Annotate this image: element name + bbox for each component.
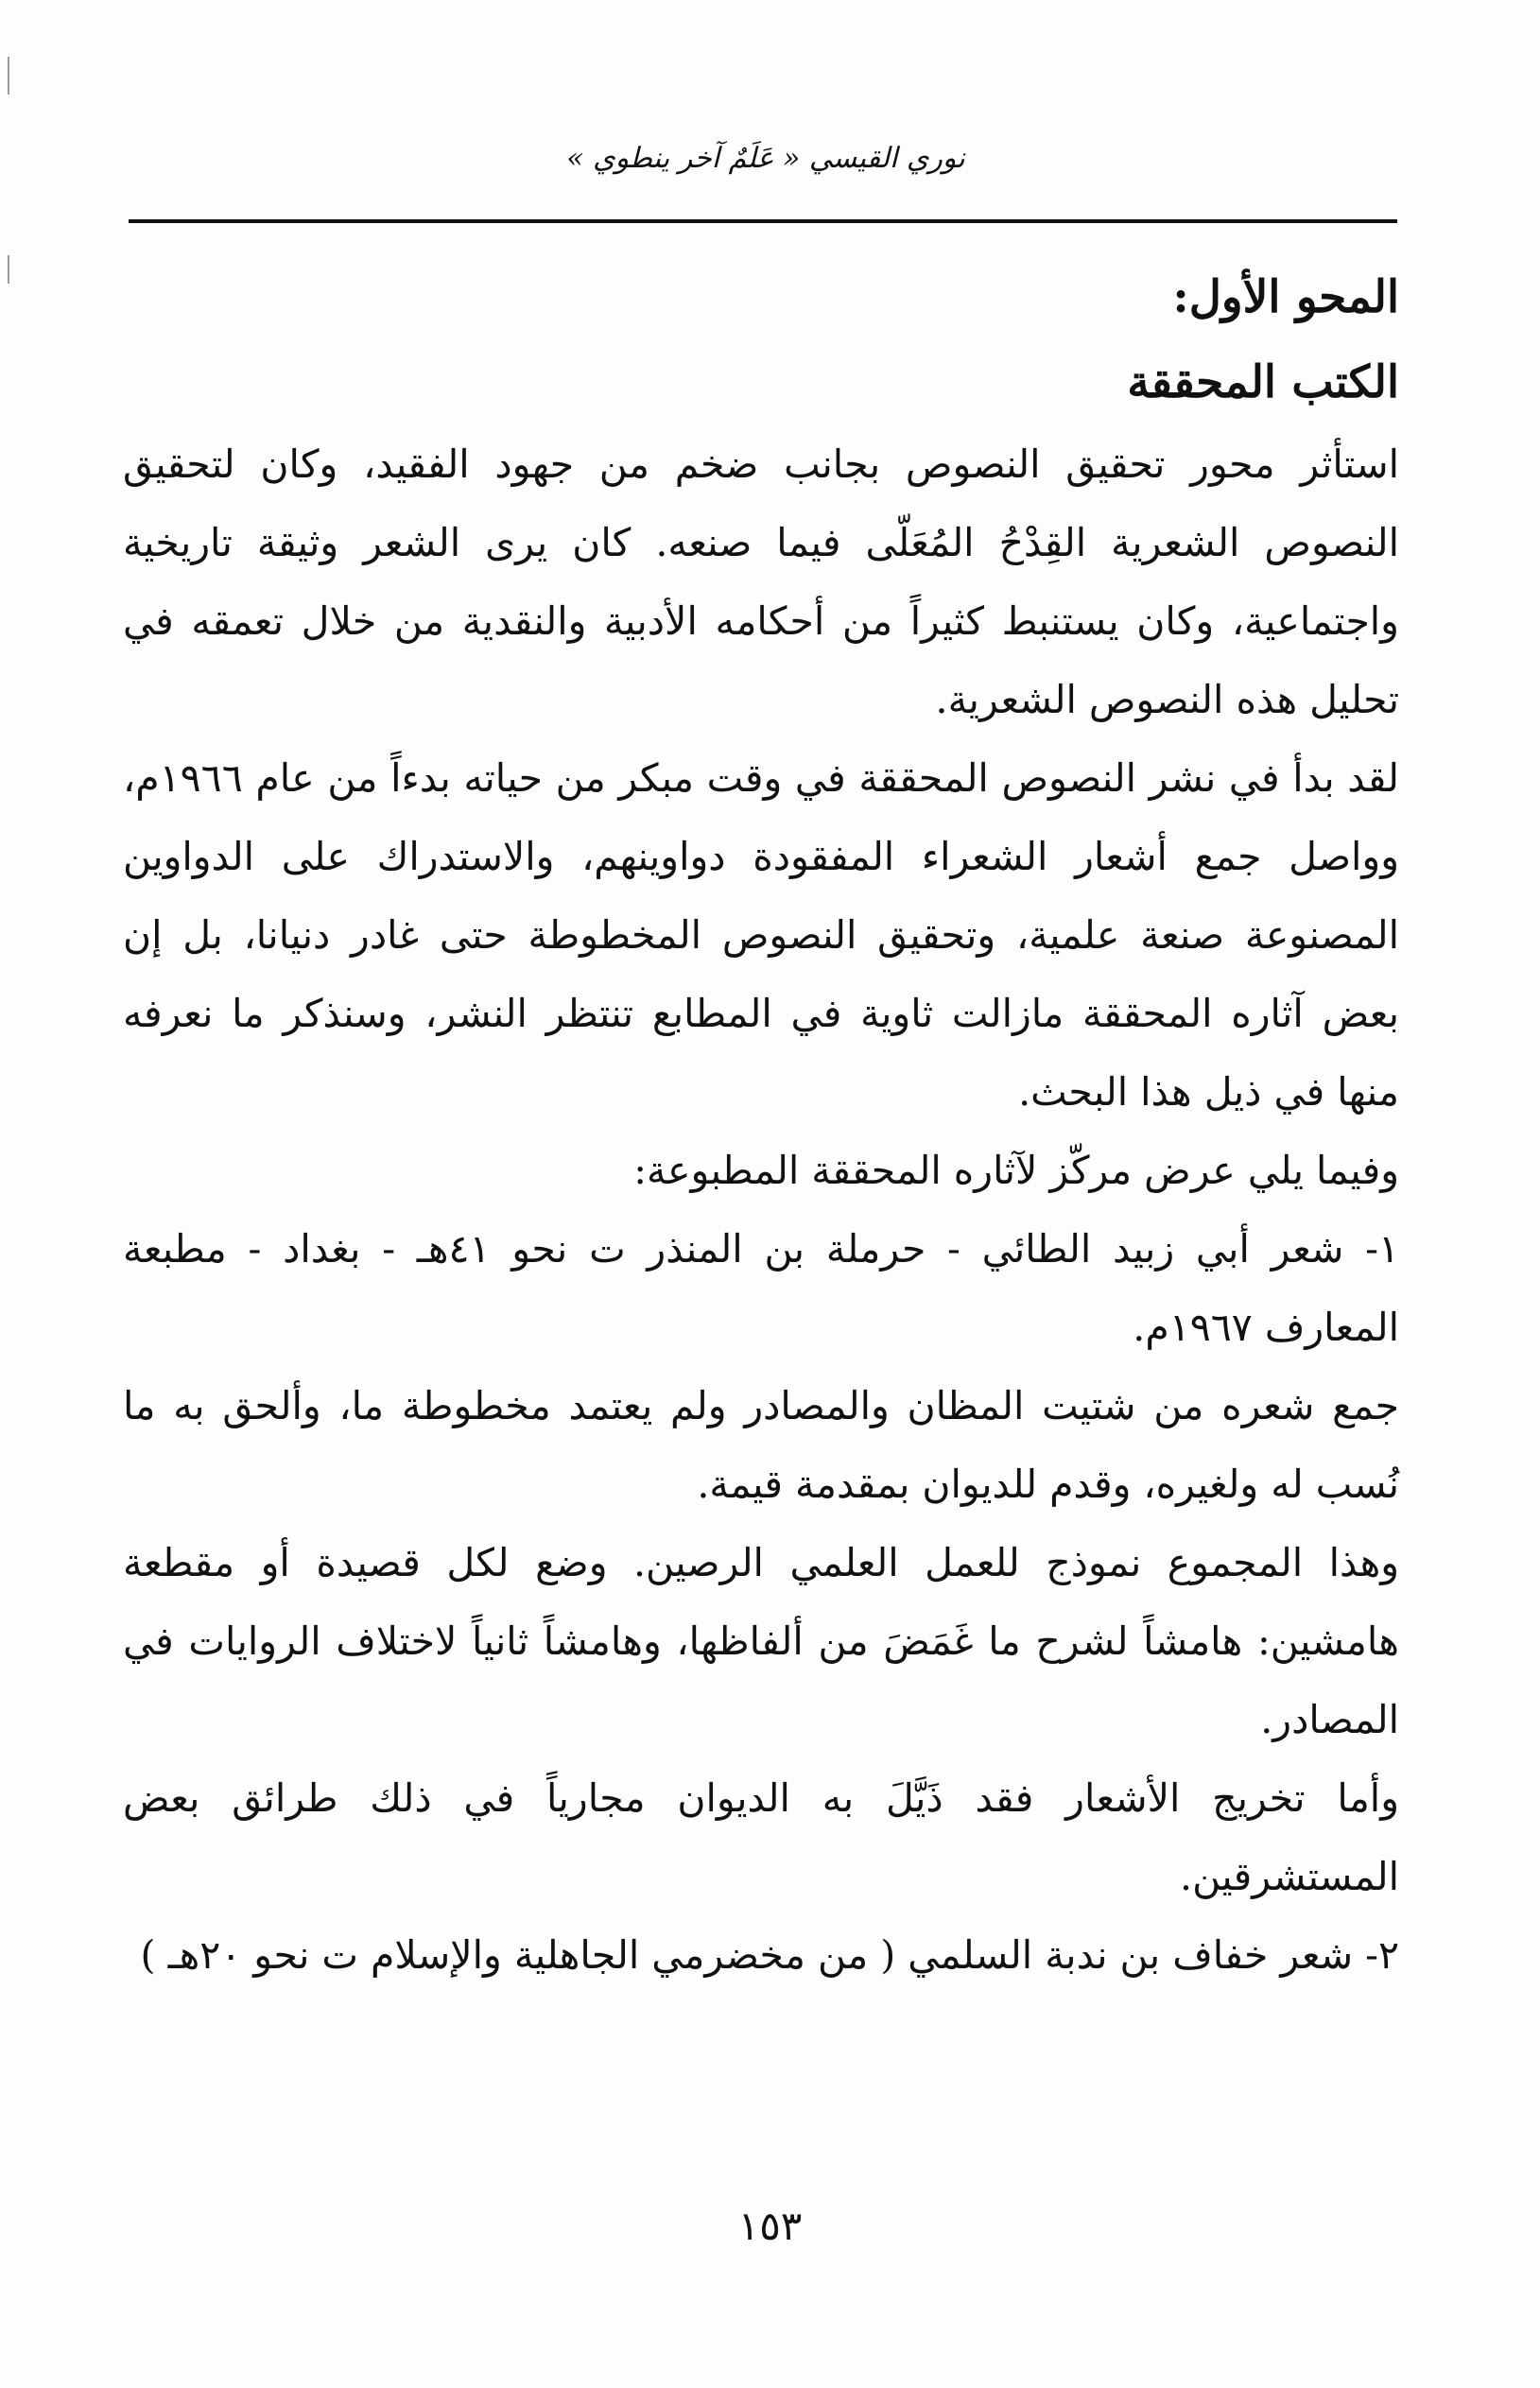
paragraph: لقد بدأ في نشر النصوص المحققة في وقت مبكر من حياته بدءاً من عام ١٩٦٦م، وواصل جمع أشعار الشعراء المفقودة دواوينهم، والاستدراك على الدواوين المصنوعة صنعة علمية، وتحقيق النصوص المخطوطة حتى غادر دنيانا، بل إن بعض آثاره المحققة مازالت ثاوية في المطابع تنتظر النشر، وسنذكر ما نعرفه منها في ذيل هذا البحث.	[123, 755, 1399, 1115]
header-rule	[129, 219, 1397, 223]
list-item: ١- شعر أبي زبيد الطائي - حرملة بن المنذر ت نحو ٤١هـ - بغداد - مطبعة المعارف ١٩٦٧م.	[123, 1226, 1399, 1350]
running-header: نوري القيسي « عَلَمٌ آخر ينطوي »	[566, 142, 965, 175]
paragraph: وأما تخريج الأشعار فقد ذَيَّلَ به الديوان مجارياً في ذلك طرائق بعض المستشرقين.	[123, 1775, 1399, 1899]
page-number: ١٥٣	[737, 2203, 803, 2249]
paragraph: وفيما يلي عرض مركّز لآثاره المحققة المطبوعة:	[633, 1148, 1399, 1193]
section-subtitle: الكتب المحققة	[1127, 356, 1399, 408]
paragraph: استأثر محور تحقيق النصوص بجانب ضخم من جهود الفقيد، وكان لتحقيق النصوص الشعرية القِدْحُ المُعَلّى فيما صنعه. كان يرى الشعر وثيقة تاريخية واجتماعية، وكان يستنبط كثيراً من أحكامه الأدبية والنقدية من خلال تعمقه في تحليل هذه النصوص الشعرية.	[123, 441, 1399, 722]
scan-edge-mark	[8, 57, 9, 95]
paragraph: جمع شعره من شتيت المظان والمصادر ولم يعتمد مخطوطة ما، وألحق به ما نُسب له ولغيره، وقدم للديوان بمقدمة قيمة.	[123, 1383, 1399, 1507]
paragraph: وهذا المجموع نموذج للعمل العلمي الرصين. وضع لكل قصيدة أو مقطعة هامشين: هامشاً لشرح ما غَمَضَ من ألفاظها، وهامشاً ثانياً لاختلاف الروايات في المصادر.	[123, 1540, 1399, 1742]
page-body	[123, 255, 1399, 1995]
scan-edge-mark	[8, 255, 9, 284]
list-item: ٢- شعر خفاف بن ندبة السلمي ( من مخضرمي الجاهلية والإسلام ت نحو ٢٠هـ )	[140, 1932, 1399, 1978]
section-axis-title: المحو الأول:	[1172, 271, 1399, 323]
